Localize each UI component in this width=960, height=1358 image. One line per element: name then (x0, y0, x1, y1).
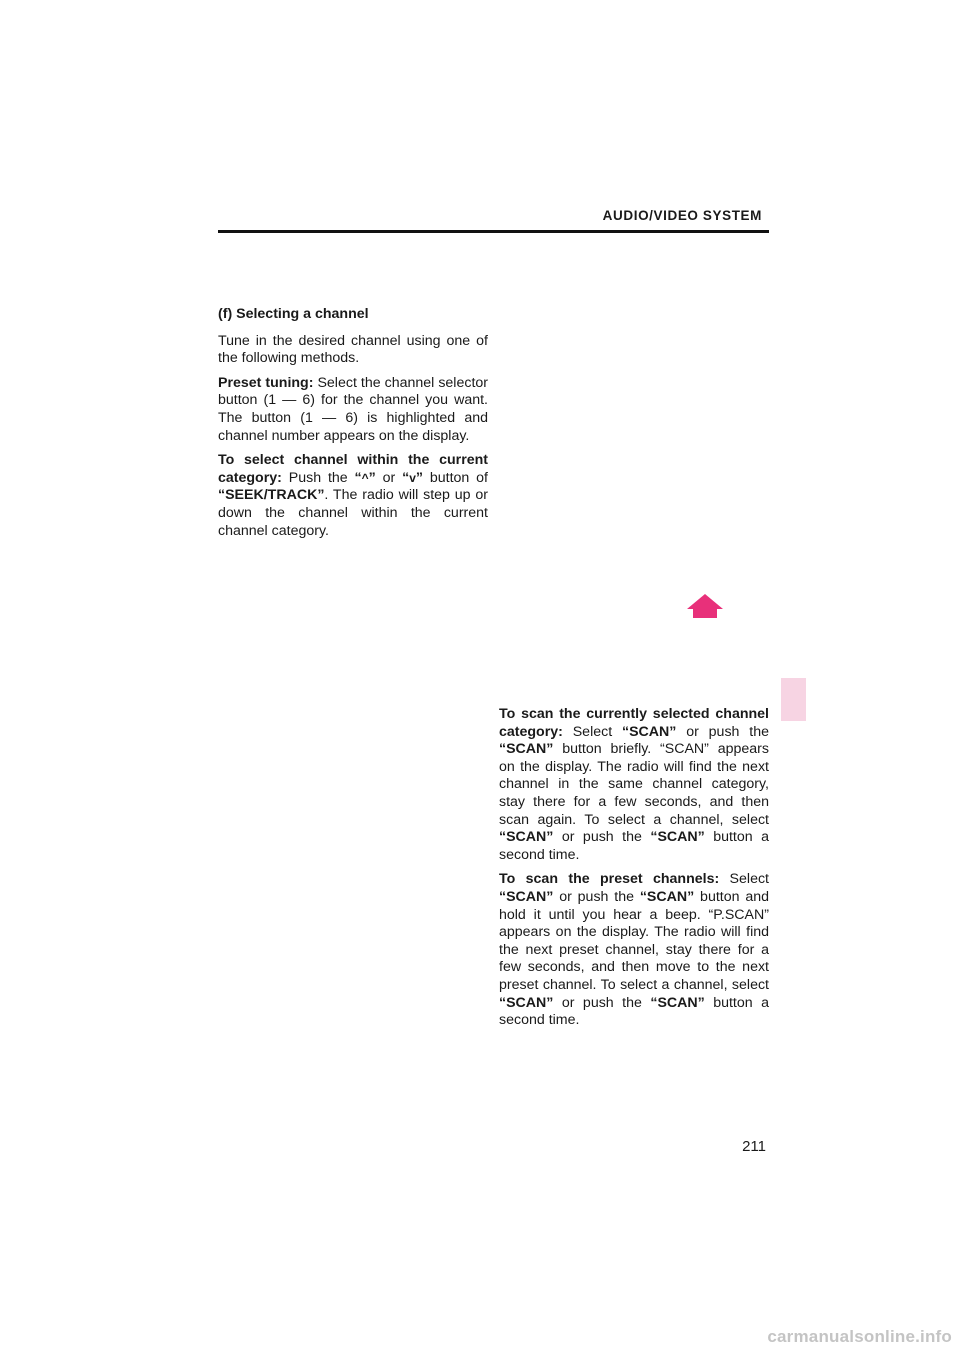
left-column (218, 306, 488, 547)
page-number: 211 (742, 1138, 766, 1155)
scan-preset-text-1: Select (719, 871, 769, 888)
seek-track-label: “SEEK/TRACK” (218, 487, 325, 504)
scan-category-text-1: Select (562, 723, 622, 740)
caret-up-icon: ^ (361, 470, 369, 485)
scan-preset-text-2: or push the (553, 888, 640, 905)
scan-category-text-3: button briefly. “SCAN” appears on the display. The radio will find the next channel in the same channel category, stay there for a few seconds, and then scan again. To select a channel, select (499, 741, 769, 828)
quote-open-up: “ (354, 469, 362, 486)
scan-label: “SCAN” (650, 829, 705, 846)
scan-category-text-2: or push the (676, 723, 769, 740)
up-arrow-icon[interactable] (687, 594, 723, 618)
watermark: carmanualsonline.info (767, 1327, 952, 1346)
scan-label: “SCAN” (499, 829, 554, 846)
category-text-3: button of (422, 469, 488, 486)
scan-label: “SCAN” (639, 888, 695, 905)
scan-category-text-4: or push the (553, 829, 651, 846)
scan-label: “SCAN” (621, 723, 677, 740)
scan-preset-text-3: button and hold it until you hear a beep. “P.SCAN” appears on the display. The radio will find the next preset channel, stay there for a few seconds, and then move to the next preset channel. To select a channel, select (499, 888, 769, 993)
category-text-2: or (375, 469, 403, 486)
preset-tuning-label: Preset tuning: (218, 374, 314, 391)
preset-tuning-text: Select the channel selector button (1 — 6) for the channel you want. The button (1 — 6) is highlighted and channel number appears on the display. (218, 374, 488, 444)
scan-category-paragraph (499, 706, 769, 864)
section-tab-marker (781, 678, 806, 721)
scan-label: “SCAN” (650, 994, 705, 1011)
scan-preset-label: To scan the preset channels: (499, 871, 720, 888)
quote-close-up: ” (368, 469, 376, 486)
caret-down-icon: v (409, 470, 416, 485)
category-text-4: . The radio will step up or down the channel within the current channel category. (218, 487, 488, 539)
scan-preset-text-4: or push the (553, 994, 651, 1011)
scan-preset-paragraph (499, 871, 769, 1029)
scan-category-label: To scan the currently selected channel category: (499, 706, 769, 740)
scan-preset-text-5: button a second time. (499, 994, 769, 1029)
scan-label: “SCAN” (499, 994, 554, 1011)
section-header-title: AUDIO/VIDEO SYSTEM (602, 208, 762, 223)
header-rule (218, 230, 769, 233)
quote-open-down: “ (402, 469, 410, 486)
category-select-label: To select channel within the current category: (218, 452, 488, 486)
category-text-1: Push the (281, 469, 355, 486)
intro-paragraph: Tune in the desired channel using one of the following methods. (218, 332, 488, 367)
category-select-paragraph (218, 452, 488, 540)
quote-close-down: ” (415, 469, 423, 486)
scan-label: “SCAN” (499, 741, 554, 758)
scan-category-text-5: button a second time. (499, 829, 769, 863)
subsection-heading: (f) Selecting a channel (218, 306, 369, 322)
right-column (499, 706, 769, 1037)
scan-label: “SCAN” (499, 888, 554, 905)
preset-tuning-paragraph (218, 375, 488, 445)
